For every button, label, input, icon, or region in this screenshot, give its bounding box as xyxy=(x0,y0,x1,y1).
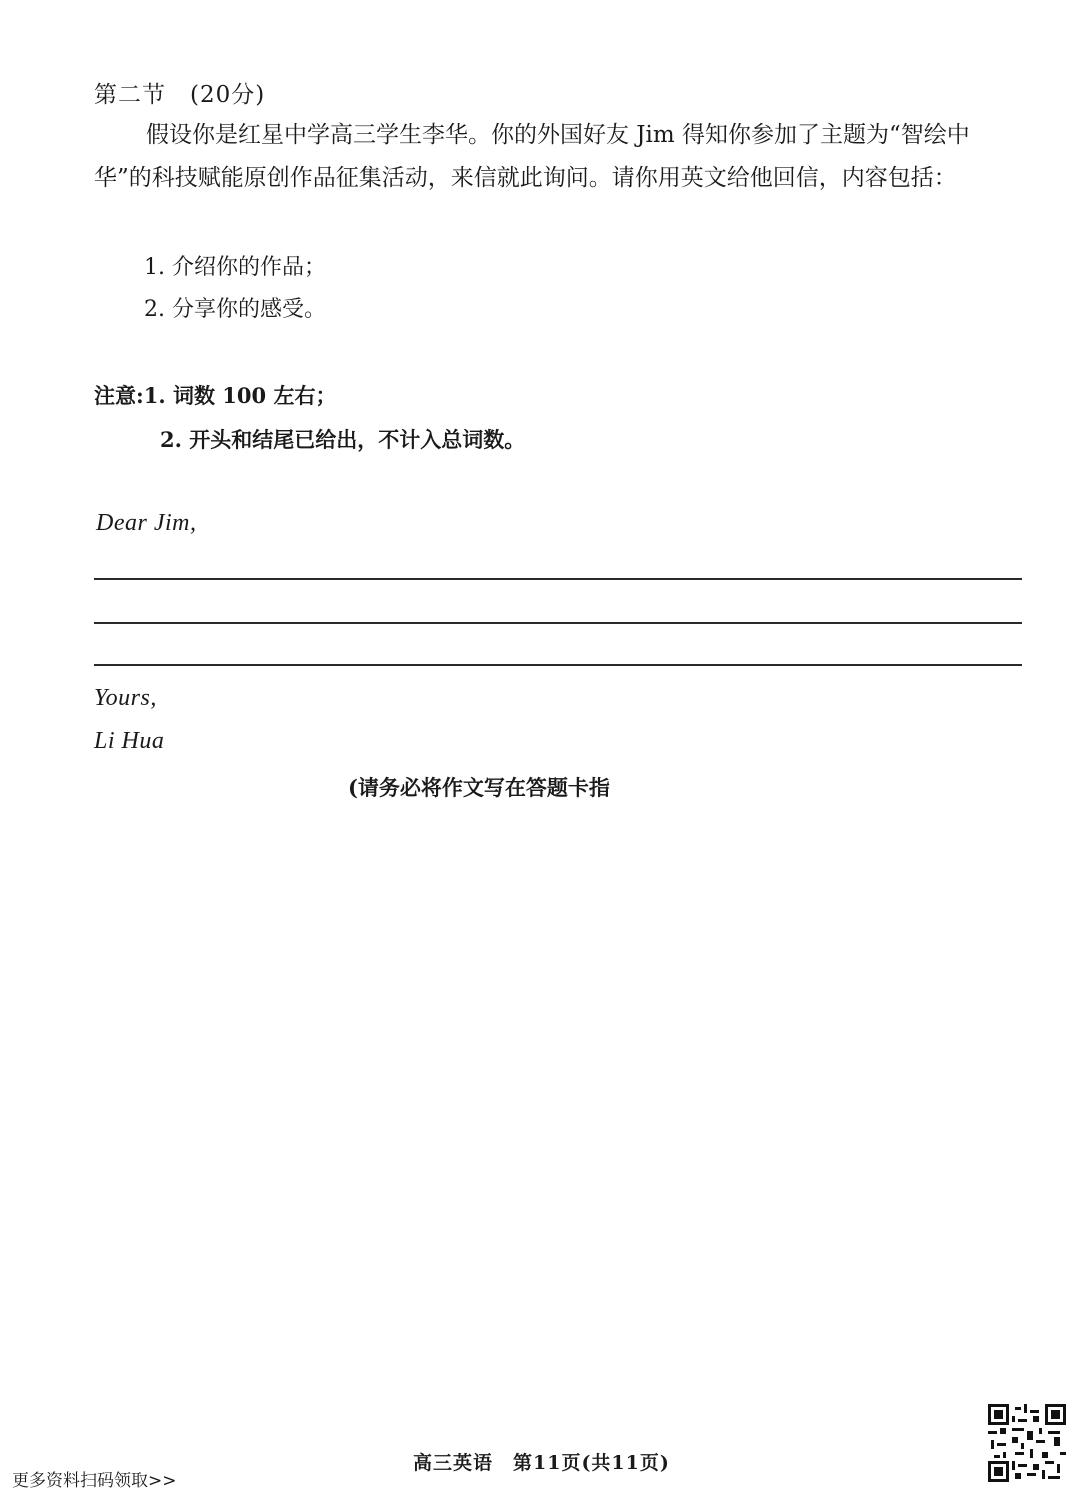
prompt-text: 假设你是红星中学高三学生李华。你的外国好友 Jim 得知你参加了主题为“智绘中华”的科技赋能原创作品征集活动，来信就此询问。请你用英文给他回信，内容包括： xyxy=(94,122,970,191)
notes-item-2: 2. 开头和结尾已给出，不计入总词数。 xyxy=(160,427,526,452)
more-resources-link[interactable]: 更多资料扫码领取>> xyxy=(12,1471,177,1491)
notes-label: 注意: xyxy=(94,383,144,408)
letter-salutation: Dear Jim, xyxy=(96,510,197,536)
answer-line-1[interactable] xyxy=(94,578,1022,580)
section-title: 第二节 (20分) xyxy=(94,82,266,108)
letter-closing: Yours, xyxy=(94,685,157,711)
answer-card-instruction: (请务必将作文写在答题卡指 xyxy=(348,775,610,800)
prompt-paragraph xyxy=(94,114,1024,200)
prompt-item-2: 2. 分享你的感受。 xyxy=(144,297,326,322)
page-number-footer: 高三英语 第11页(共11页) xyxy=(413,1452,670,1474)
prompt-item-1: 1. 介绍你的作品； xyxy=(144,255,326,280)
notes-item-1: 1. 词数 100 左右； xyxy=(143,383,337,408)
answer-line-3[interactable] xyxy=(94,664,1022,666)
notes-block xyxy=(94,380,336,410)
letter-signature: Li Hua xyxy=(94,728,165,754)
answer-line-2[interactable] xyxy=(94,622,1022,624)
qr-code-icon[interactable] xyxy=(988,1404,1066,1482)
